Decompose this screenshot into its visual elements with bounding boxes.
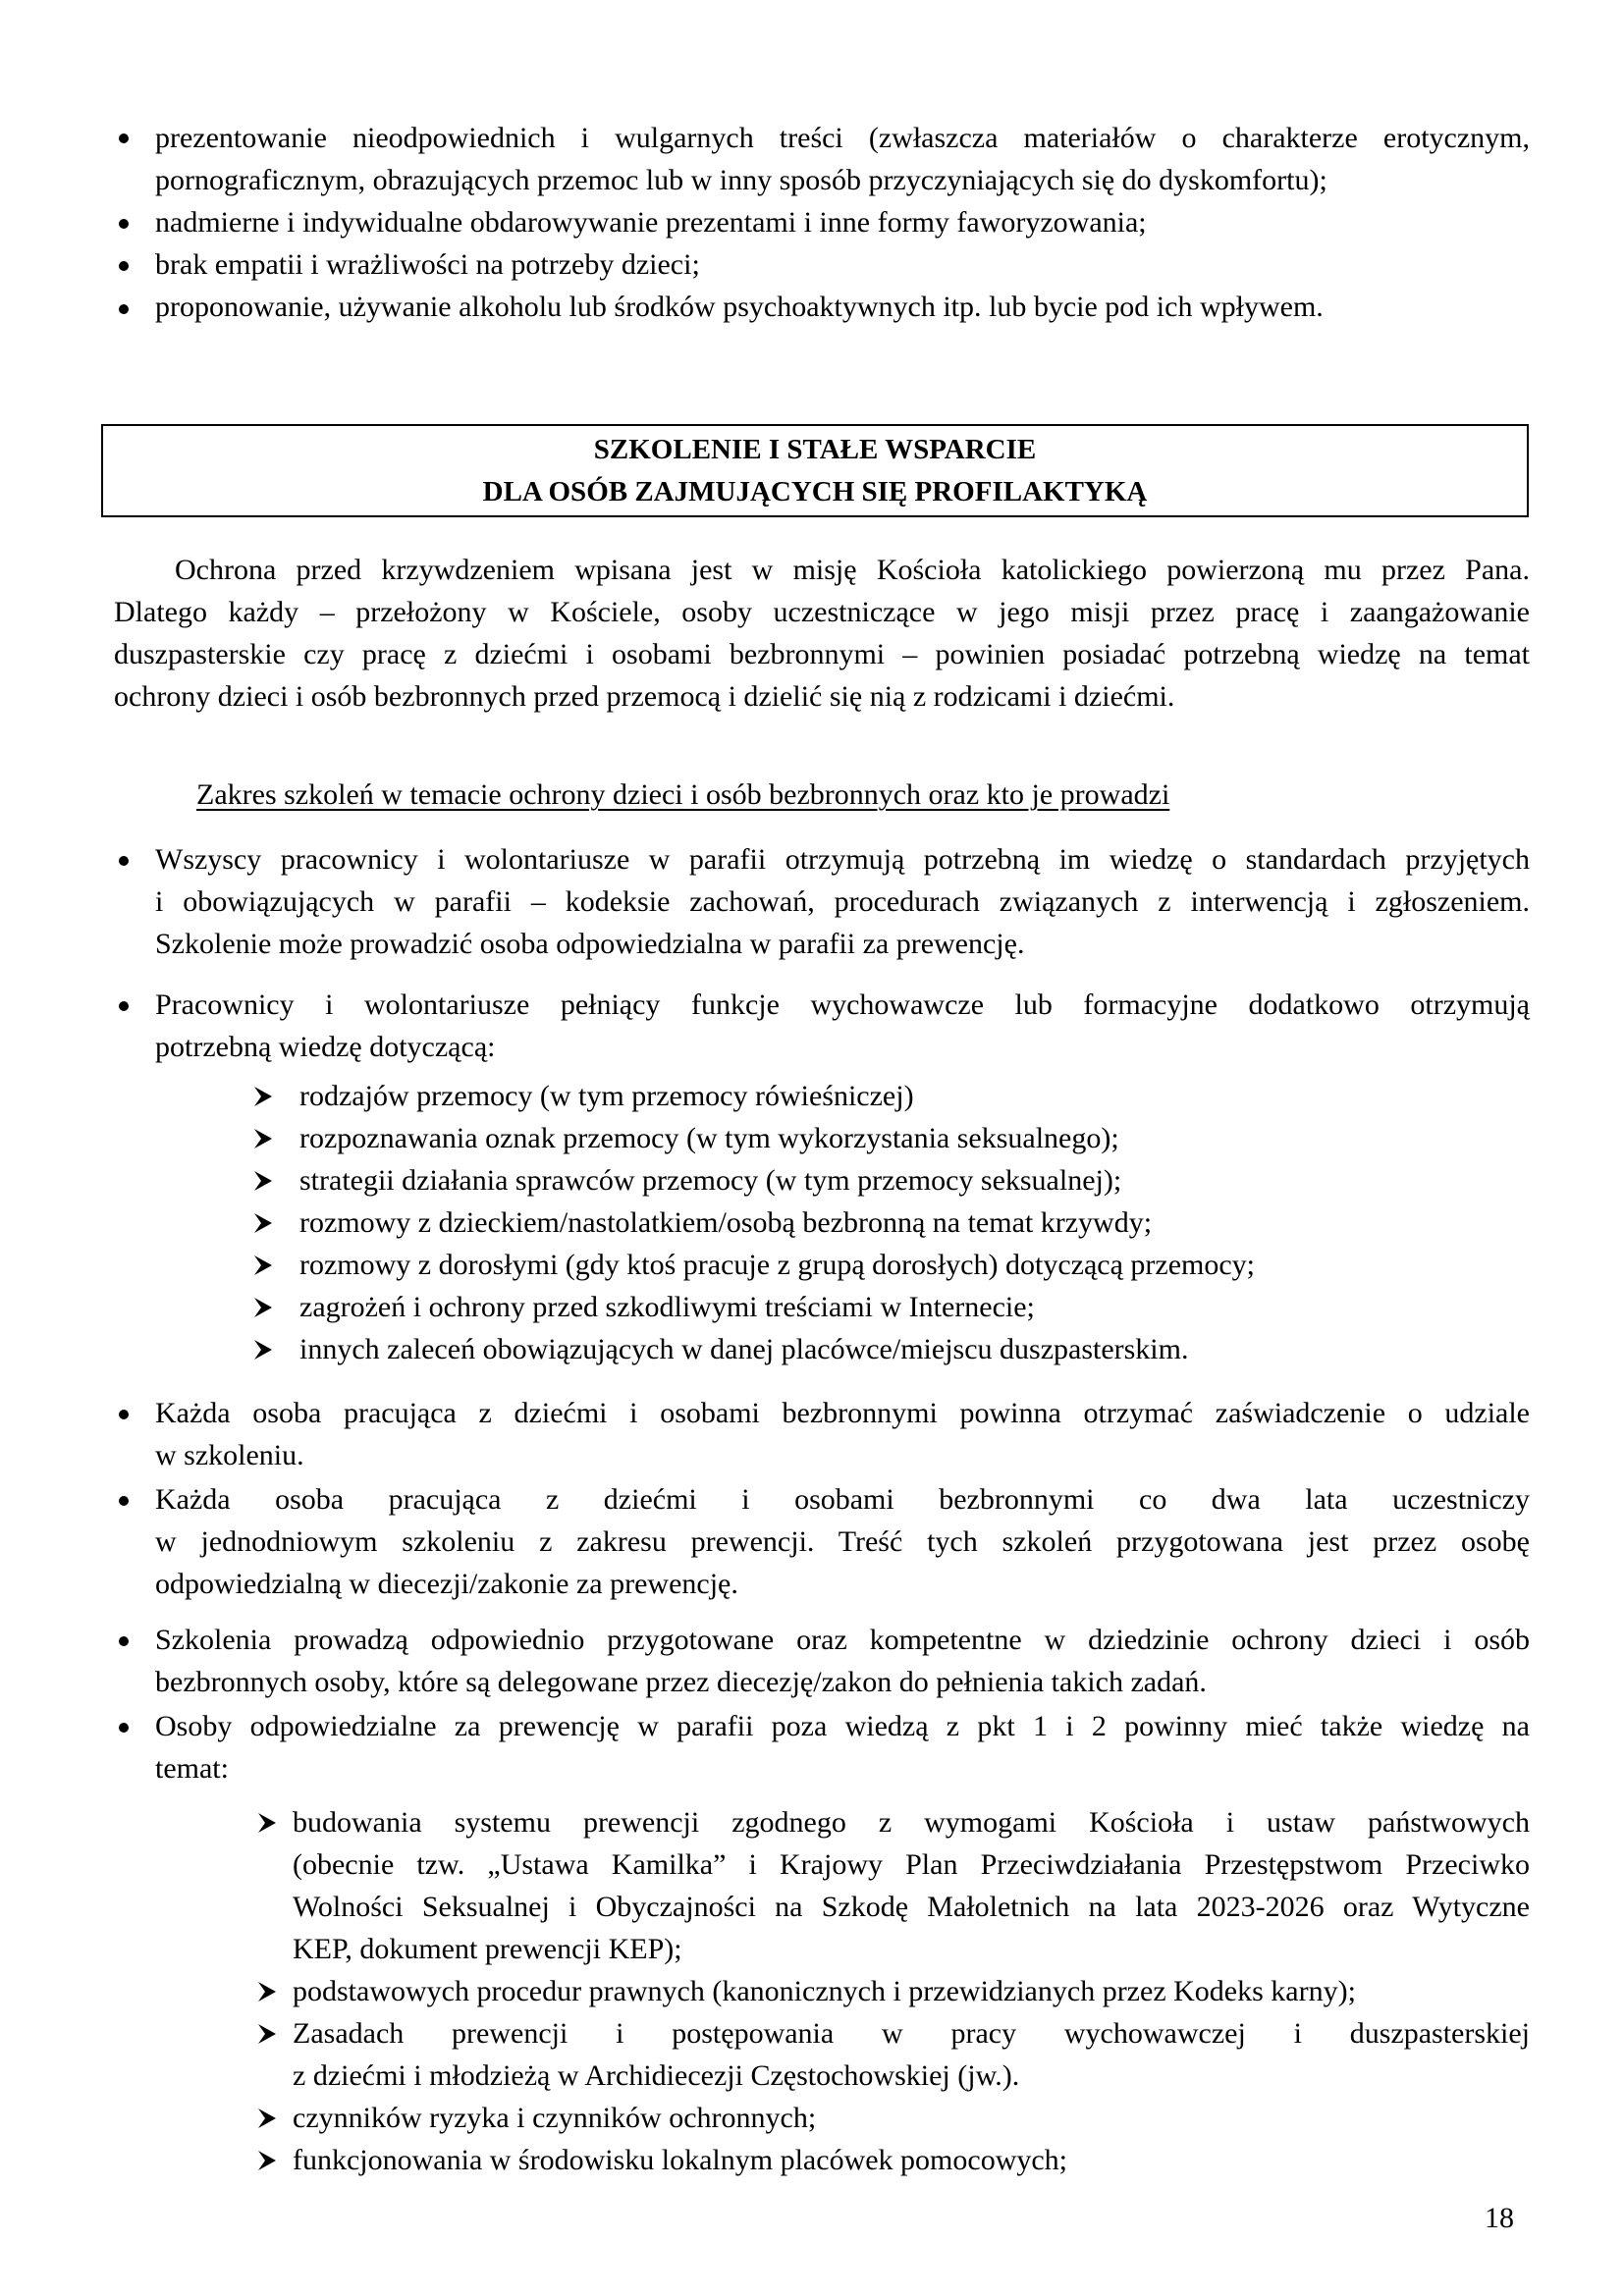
paragraph-line: Ochrona przed krzywdzeniem wpisana jest w misję Kościoła katolickiego powierzoną mu przez Pana. xyxy=(175,554,1530,586)
arrow-bullet-icon xyxy=(253,1128,273,1149)
list-item-text: temat: xyxy=(155,1752,229,1785)
sub-item-text: z dziećmi i młodzieżą w Archidiecezji Częstochowskiej (jw.). xyxy=(293,2059,1020,2092)
sub-item-text: KEP, dokument prewencji KEP); xyxy=(293,1933,682,1965)
bullet-icon xyxy=(119,261,129,271)
paragraph-line: ochrony dzieci i osób bezbronnych przed przemocą i dzielić się nią z rodzicami i dziećmi. xyxy=(114,680,1175,713)
sub-item-text: czynników ryzyka i czynników ochronnych; xyxy=(293,2102,817,2134)
list-item-text: w jednodniowym szkoleniu z zakresu prewencji. Treść tych szkoleń przygotowana jest przez osobę xyxy=(155,1525,1530,1558)
bullet-icon xyxy=(119,1001,129,1011)
sub-item-text: budowania systemu prewencji zgodnego z wymogami Kościoła i ustaw państwowych xyxy=(293,1806,1530,1839)
list-item-text: i obowiązujących w parafii – kodeksie zachowań, procedurach związanych z interwencją i zgłoszeniem. xyxy=(155,885,1530,918)
arrow-bullet-icon xyxy=(253,1255,273,1276)
page-number: 18 xyxy=(1485,2202,1514,2234)
arrow-bullet-icon xyxy=(257,1812,277,1834)
sub-item-text: innych zaleceń obowiązujących w danej placówce/miejscu duszpasterskim. xyxy=(299,1333,1189,1365)
bullet-icon xyxy=(119,219,129,229)
bullet-icon xyxy=(119,1410,129,1419)
bullet-icon xyxy=(119,1496,129,1506)
list-item-text: proponowanie, używanie alkoholu lub środków psychoaktywnych itp. lub bycie pod ich wpływem. xyxy=(155,291,1324,323)
arrow-bullet-icon xyxy=(253,1212,273,1234)
paragraph-line: Dlatego każdy – przełożony w Kościele, osoby uczestniczące w jego misji przez pracę i zaangażowanie xyxy=(114,596,1530,628)
sub-item-text: (obecnie tzw. „Ustawa Kamilka” i Krajowy Plan Przeciwdziałania Przestępstwom Przeciwko xyxy=(293,1848,1530,1881)
list-item-text: Wszyscy pracownicy i wolontariusze w parafii otrzymują potrzebną im wiedzę o standardach przyjętych xyxy=(155,843,1530,876)
arrow-bullet-icon xyxy=(257,1981,277,2002)
arrow-bullet-icon xyxy=(253,1086,273,1107)
paragraph-line: duszpasterskie czy pracę z dziećmi i osobami bezbronnymi – powinien posiadać potrzebną wiedzę na temat xyxy=(114,638,1530,670)
sub-item-text: rozmowy z dorosłymi (gdy ktoś pracuje z grupą dorosłych) dotyczącą przemocy; xyxy=(299,1249,1256,1281)
sub-item-text: Wolności Seksualnej i Obyczajności na Szkodę Małoletnich na lata 2023-2026 oraz Wytyczne xyxy=(293,1891,1530,1923)
list-item-text: bezbronnych osoby, które są delegowane przez diecezję/zakon do pełnienia takich zadań. xyxy=(155,1666,1207,1698)
section-title-line1: SZKOLENIE I STAŁE WSPARCIE xyxy=(593,434,1037,465)
list-item-text: Osoby odpowiedzialne za prewencję w parafii poza wiedzą z pkt 1 i 2 powinny mieć także wiedzę na xyxy=(155,1710,1530,1742)
list-item-text: w szkoleniu. xyxy=(155,1439,304,1471)
arrow-bullet-icon xyxy=(257,2023,277,2045)
bullet-icon xyxy=(119,856,129,866)
sub-item-text: rodzajów przemocy (w tym przemocy rówieśniczej) xyxy=(299,1080,914,1112)
list-item-text: prezentowanie nieodpowiednich i wulgarnych treści (zwłaszcza materiałów o charakterze erotycznym, xyxy=(155,122,1530,154)
arrow-bullet-icon xyxy=(257,2108,277,2129)
section-heading-box xyxy=(101,424,1529,517)
sub-item-text: rozpoznawania oznak przemocy (w tym wykorzystania seksualnego); xyxy=(299,1122,1119,1154)
list-item-text: potrzebną wiedzę dotyczącą: xyxy=(155,1031,496,1063)
list-item-text: Każda osoba pracująca z dziećmi i osobami bezbronnymi powinna otrzymać zaświadczenie o udziale xyxy=(155,1397,1530,1429)
list-item-text: brak empatii i wrażliwości na potrzeby dzieci; xyxy=(155,248,700,281)
arrow-bullet-icon xyxy=(253,1170,273,1192)
bullet-icon xyxy=(119,1723,129,1733)
bullet-icon xyxy=(119,1636,129,1646)
sub-item-text: rozmowy z dzieckiem/nastolatkiem/osobą bezbronną na temat krzywdy; xyxy=(299,1206,1153,1239)
list-item-text: pornograficznym, obrazujących przemoc lub w inny sposób przyczyniających się do dyskomfortu); xyxy=(155,164,1327,196)
list-item-text: Każda osoba pracująca z dziećmi i osobami bezbronnymi co dwa lata uczestniczy xyxy=(155,1483,1530,1516)
list-item-text: nadmierne i indywidualne obdarowywanie prezentami i inne formy faworyzowania; xyxy=(155,206,1147,239)
list-item-text: odpowiedzialną w diecezji/zakonie za prewencję. xyxy=(155,1568,738,1600)
arrow-bullet-icon xyxy=(257,2150,277,2171)
bullet-icon xyxy=(119,304,129,314)
sub-item-text: funkcjonowania w środowisku lokalnym placówek pomocowych; xyxy=(293,2144,1068,2176)
section-title-line2: DLA OSÓB ZAJMUJĄCYCH SIĘ PROFILAKTYKĄ xyxy=(482,476,1148,507)
sub-item-text: Zasadach prewencji i postępowania w pracy wychowawczej i duszpasterskiej xyxy=(293,2017,1530,2050)
bullet-icon xyxy=(119,133,129,143)
sub-item-text: strategii działania sprawców przemocy (w tym przemocy seksualnej); xyxy=(299,1164,1122,1197)
subheading: Zakres szkoleń w temacie ochrony dzieci i osób bezbronnych oraz kto je prowadzi xyxy=(196,778,1170,811)
arrow-bullet-icon xyxy=(253,1297,273,1318)
list-item-text: Szkolenie może prowadzić osoba odpowiedzialna w parafii za prewencję. xyxy=(155,928,1025,960)
arrow-bullet-icon xyxy=(253,1339,273,1361)
sub-item-text: zagrożeń i ochrony przed szkodliwymi treściami w Internecie; xyxy=(299,1291,1035,1323)
list-item-text: Szkolenia prowadzą odpowiednio przygotowane oraz kompetentne w dziedzinie ochrony dzieci i osób xyxy=(155,1624,1530,1656)
list-item-text: Pracownicy i wolontariusze pełniący funkcje wychowawcze lub formacyjne dodatkowo otrzymują xyxy=(155,988,1530,1021)
sub-item-text: podstawowych procedur prawnych (kanonicznych i przewidzianych przez Kodeks karny); xyxy=(293,1975,1356,2007)
